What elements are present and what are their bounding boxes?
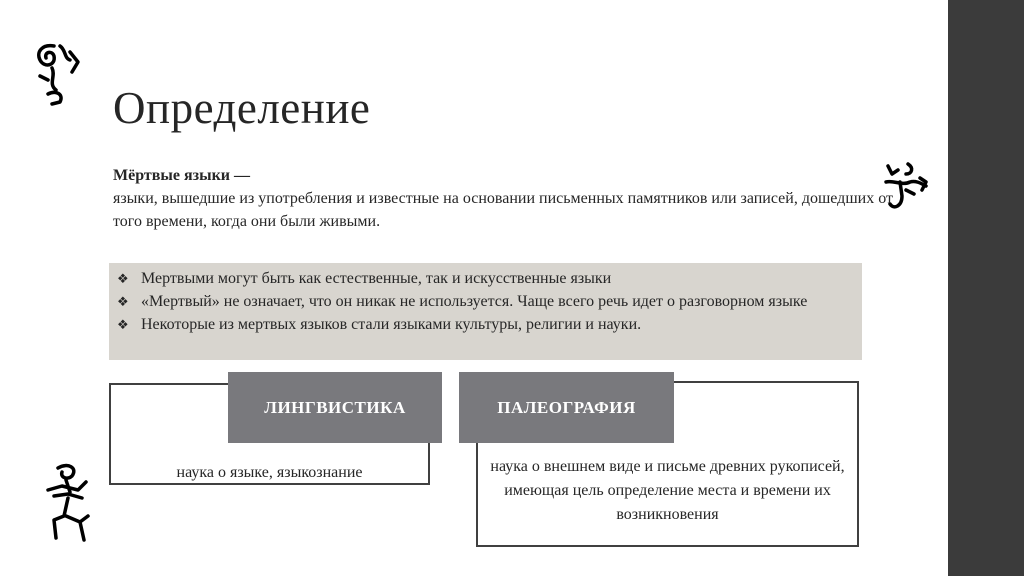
list-item bbox=[117, 267, 862, 290]
definition-block bbox=[113, 164, 893, 233]
diamond-bullet-icon: ❖ bbox=[117, 317, 129, 332]
hieroglyph-bottom-left-icon bbox=[40, 460, 100, 546]
diamond-bullet-icon: ❖ bbox=[117, 271, 129, 286]
paleography-label: ПАЛЕОГРАФИЯ bbox=[459, 372, 674, 443]
notes-panel bbox=[109, 263, 862, 360]
definition-term: Мёртвые языки — bbox=[113, 167, 250, 184]
paleography-description: наука о внешнем виде и письме древних рукописей, имеющая цель определение места и времени их возникновения bbox=[490, 458, 845, 523]
linguistics-label: ЛИНГВИСТИКА bbox=[228, 372, 442, 443]
note-text: Мертвыми могут быть как естественные, так и искусственные языки bbox=[141, 270, 612, 287]
note-text: Некоторые из мертвых языков стали языками культуры, религии и науки. bbox=[141, 316, 642, 333]
definition-text: языки, вышедшие из употребления и известные на основании письменных памятников или записей, дошедших от того времени, когда они были живыми. bbox=[113, 190, 893, 230]
note-text: «Мертвый» не означает, что он никак не используется. Чаще всего речь идет о разговорном языке bbox=[141, 293, 808, 310]
diamond-bullet-icon: ❖ bbox=[117, 294, 129, 309]
hieroglyph-top-left-icon bbox=[30, 40, 86, 110]
notes-list bbox=[109, 263, 862, 336]
right-sidebar-strip bbox=[948, 0, 1024, 576]
list-item bbox=[117, 313, 862, 336]
list-item bbox=[117, 290, 862, 313]
page-title: Определение bbox=[113, 83, 371, 133]
linguistics-description: наука о языке, языкознание bbox=[176, 464, 363, 481]
